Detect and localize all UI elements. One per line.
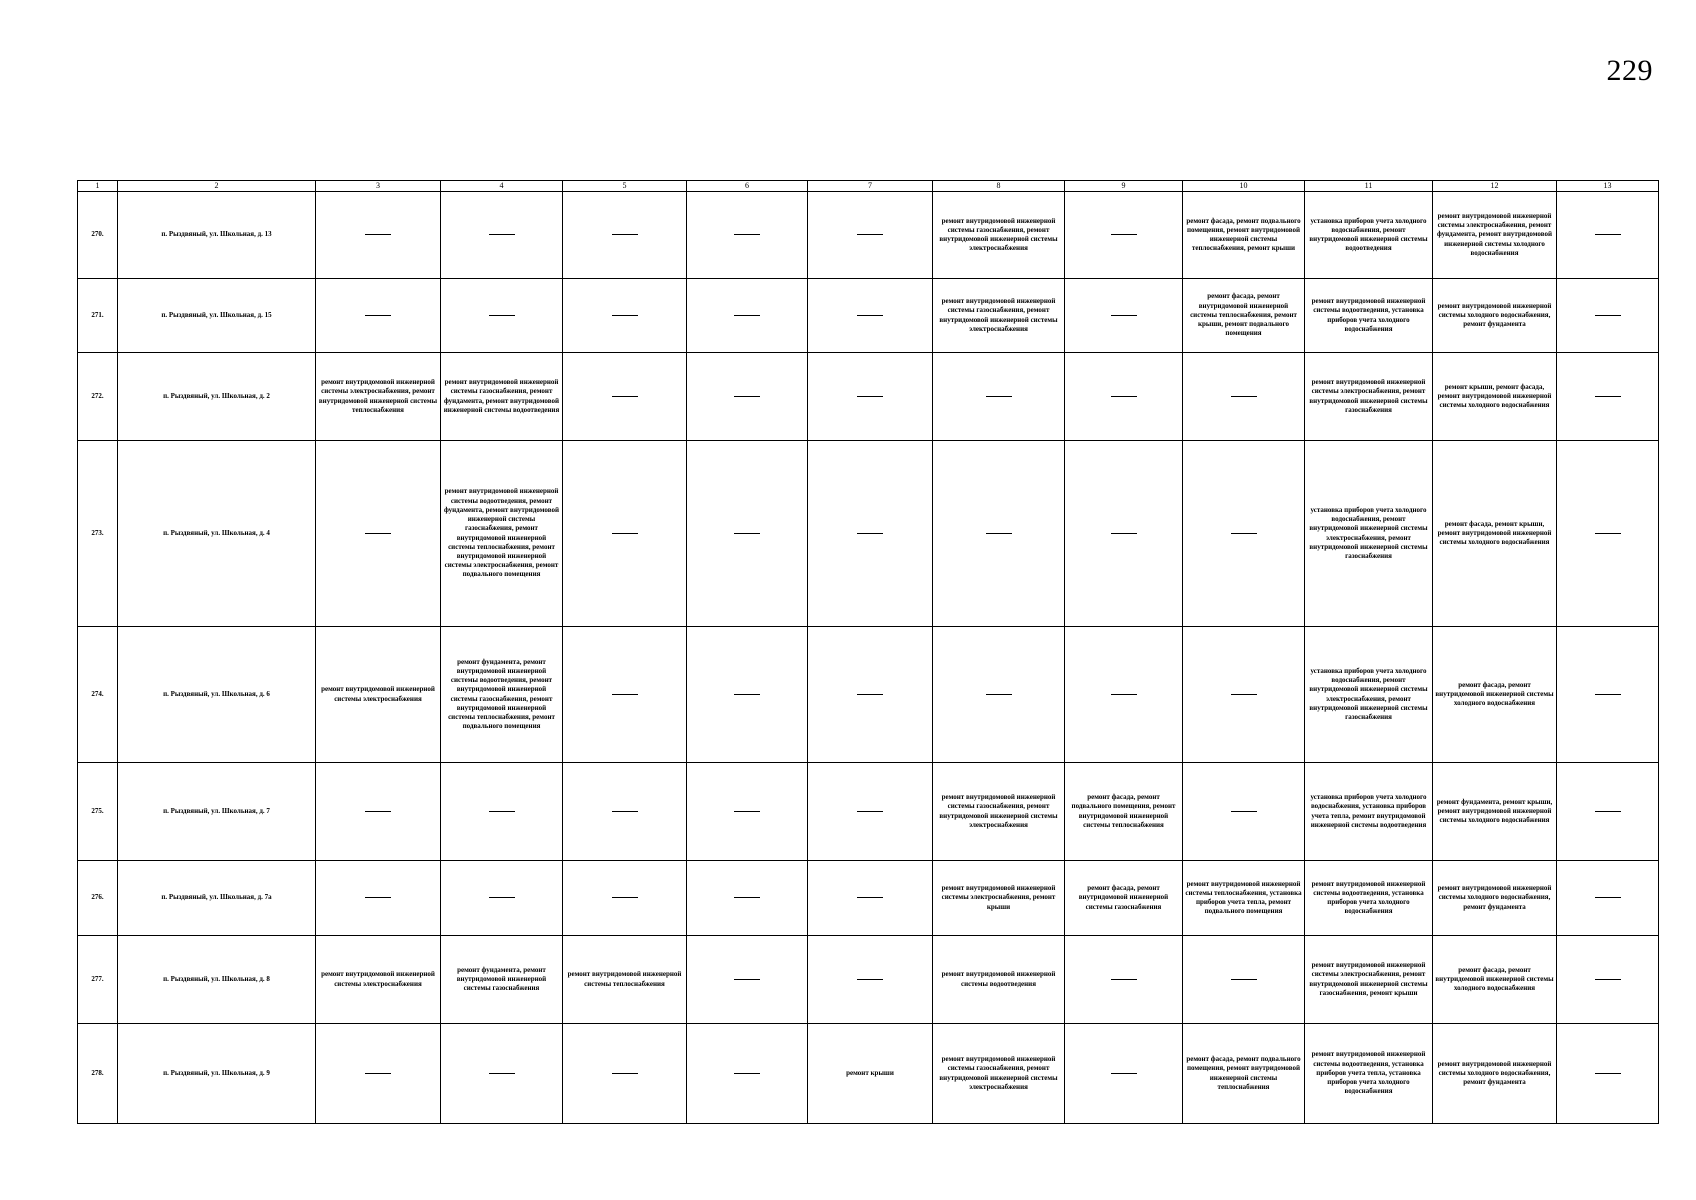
dash-mark (1231, 979, 1257, 980)
address-cell: п. Рыздвяный, ул. Школьная, д. 2 (118, 353, 316, 441)
empty-dash-cell (563, 192, 687, 279)
empty-dash-cell (563, 861, 687, 936)
empty-dash-cell (1557, 763, 1659, 861)
work-description-cell: ремонт фасада, ремонт внутридомовой инженерной системы холодного водоснабжения (1433, 936, 1557, 1024)
dash-mark (986, 533, 1012, 534)
work-description-cell: ремонт фундамента, ремонт крыши, ремонт внутридомовой инженерной системы холодного водоснабжения (1433, 763, 1557, 861)
dash-mark (1111, 1073, 1137, 1074)
dash-mark (1111, 533, 1137, 534)
empty-dash-cell (808, 441, 933, 627)
address-cell: п. Рыздвяный, ул. Школьная, д. 7 (118, 763, 316, 861)
work-description-cell: установка приборов учета холодного водоснабжения, ремонт внутридомовой инженерной системы электроснабжения, ремонт внутридомовой инженерной системы газоснабжения (1305, 627, 1433, 763)
dash-mark (1595, 694, 1621, 695)
empty-dash-cell (808, 279, 933, 353)
dash-mark (1231, 694, 1257, 695)
dash-mark (1595, 234, 1621, 235)
dash-mark (1595, 811, 1621, 812)
empty-dash-cell (316, 763, 441, 861)
work-description-cell: ремонт внутридомовой инженерной системы электроснабжения, ремонт внутридомовой инженерной системы газоснабжения, ремонт крыши (1305, 936, 1433, 1024)
address-cell: п. Рыздвяный, ул. Школьная, д. 15 (118, 279, 316, 353)
column-number-header: 4 (441, 181, 563, 192)
dash-mark (1231, 811, 1257, 812)
empty-dash-cell (563, 1024, 687, 1124)
work-description-cell: ремонт внутридомовой инженерной системы электроснабжения, ремонт крыши (933, 861, 1065, 936)
work-description-cell: установка приборов учета холодного водоснабжения, ремонт внутридомовой инженерной системы электроснабжения, ремонт внутридомовой инженерной системы газоснабжения (1305, 441, 1433, 627)
empty-dash-cell (441, 763, 563, 861)
empty-dash-cell (1065, 279, 1183, 353)
empty-dash-cell (933, 441, 1065, 627)
work-description-cell: ремонт внутридомовой инженерной системы теплоснабжения (563, 936, 687, 1024)
column-number-header: 10 (1183, 181, 1305, 192)
dash-mark (734, 234, 760, 235)
table-row (78, 441, 1659, 627)
empty-dash-cell (808, 627, 933, 763)
empty-dash-cell (1065, 192, 1183, 279)
empty-dash-cell (933, 353, 1065, 441)
column-number-header: 8 (933, 181, 1065, 192)
work-description-cell: ремонт крыши (808, 1024, 933, 1124)
dash-mark (1111, 315, 1137, 316)
table-row (78, 763, 1659, 861)
empty-dash-cell (441, 192, 563, 279)
column-number-header: 12 (1433, 181, 1557, 192)
dash-mark (612, 897, 638, 898)
row-number: 278. (78, 1024, 118, 1124)
dash-mark (857, 315, 883, 316)
work-description-cell: ремонт фасада, ремонт подвального помещения, ремонт внутридомовой инженерной системы теплоснабжения (1065, 763, 1183, 861)
empty-dash-cell (1065, 1024, 1183, 1124)
column-number-header: 9 (1065, 181, 1183, 192)
dash-mark (612, 234, 638, 235)
work-description-cell: ремонт внутридомовой инженерной системы электроснабжения (316, 627, 441, 763)
empty-dash-cell (1557, 441, 1659, 627)
empty-dash-cell (933, 627, 1065, 763)
work-description-cell: ремонт крыши, ремонт фасада, ремонт внутридомовой инженерной системы холодного водоснабжения (1433, 353, 1557, 441)
empty-dash-cell (316, 279, 441, 353)
empty-dash-cell (1557, 627, 1659, 763)
dash-mark (857, 234, 883, 235)
dash-mark (734, 533, 760, 534)
empty-dash-cell (563, 353, 687, 441)
table-row (78, 627, 1659, 763)
dash-mark (612, 811, 638, 812)
dash-mark (857, 897, 883, 898)
dash-mark (857, 694, 883, 695)
column-number-header: 11 (1305, 181, 1433, 192)
work-description-cell: ремонт внутридомовой инженерной системы газоснабжения, ремонт внутридомовой инженерной системы электроснабжения (933, 763, 1065, 861)
work-description-cell: ремонт внутридомовой инженерной системы газоснабжения, ремонт внутридомовой инженерной системы электроснабжения (933, 192, 1065, 279)
empty-dash-cell (808, 936, 933, 1024)
dash-mark (1595, 315, 1621, 316)
empty-dash-cell (1065, 353, 1183, 441)
empty-dash-cell (316, 192, 441, 279)
work-description-cell: ремонт внутридомовой инженерной системы водоотведения (933, 936, 1065, 1024)
dash-mark (1111, 694, 1137, 695)
dash-mark (365, 811, 391, 812)
dash-mark (1231, 396, 1257, 397)
work-description-cell: ремонт внутридомовой инженерной системы газоснабжения, ремонт внутридомовой инженерной системы электроснабжения (933, 1024, 1065, 1124)
dash-mark (1231, 533, 1257, 534)
row-number: 272. (78, 353, 118, 441)
column-number-header: 13 (1557, 181, 1659, 192)
address-cell: п. Рыздвяный, ул. Школьная, д. 4 (118, 441, 316, 627)
work-description-cell: ремонт внутридомовой инженерной системы электроснабжения, ремонт внутридомовой инженерной системы теплоснабжения (316, 353, 441, 441)
column-number-header: 7 (808, 181, 933, 192)
table-row (78, 192, 1659, 279)
dash-mark (489, 315, 515, 316)
column-number-header: 1 (78, 181, 118, 192)
empty-dash-cell (687, 353, 808, 441)
dash-mark (365, 315, 391, 316)
dash-mark (986, 396, 1012, 397)
work-description-cell: ремонт внутридомовой инженерной системы газоснабжения, ремонт внутридомовой инженерной системы электроснабжения (933, 279, 1065, 353)
dash-mark (857, 811, 883, 812)
work-description-cell: ремонт внутридомовой инженерной системы газоснабжения, ремонт фундамента, ремонт внутридомовой инженерной системы водоотведения (441, 353, 563, 441)
dash-mark (734, 694, 760, 695)
dash-mark (734, 315, 760, 316)
dash-mark (857, 396, 883, 397)
dash-mark (857, 533, 883, 534)
empty-dash-cell (1557, 192, 1659, 279)
work-description-cell: ремонт внутридомовой инженерной системы теплоснабжения, установка приборов учета тепла, ремонт подвального помещения (1183, 861, 1305, 936)
work-description-cell: ремонт внутридомовой инженерной системы холодного водоснабжения, ремонт фундамента (1433, 1024, 1557, 1124)
dash-mark (1595, 1073, 1621, 1074)
empty-dash-cell (1183, 627, 1305, 763)
empty-dash-cell (563, 627, 687, 763)
work-description-cell: ремонт внутридомовой инженерной системы водоотведения, ремонт фундамента, ремонт внутридомовой инженерной системы газоснабжения, ремонт внутридомовой инженерной системы теплоснабжения, ремонт внутридомовой инженерной системы электроснабжения, ремонт подвального помещения (441, 441, 563, 627)
work-description-cell: ремонт фасада, ремонт крыши, ремонт внутридомовой инженерной системы холодного водоснабжения (1433, 441, 1557, 627)
work-description-cell: ремонт внутридомовой инженерной системы водоотведения, установка приборов учета холодного водоснабжения (1305, 861, 1433, 936)
dash-mark (365, 533, 391, 534)
empty-dash-cell (1557, 861, 1659, 936)
empty-dash-cell (1183, 441, 1305, 627)
dash-mark (1111, 234, 1137, 235)
empty-dash-cell (563, 763, 687, 861)
work-description-cell: ремонт фасада, ремонт внутридомовой инженерной системы газоснабжения (1065, 861, 1183, 936)
work-description-cell: установка приборов учета холодного водоснабжения, ремонт внутридомовой инженерной системы водоотведения (1305, 192, 1433, 279)
work-description-cell: ремонт фасада, ремонт внутридомовой инженерной системы холодного водоснабжения (1433, 627, 1557, 763)
row-number: 276. (78, 861, 118, 936)
dash-mark (365, 897, 391, 898)
dash-mark (857, 979, 883, 980)
empty-dash-cell (1557, 279, 1659, 353)
work-description-cell: ремонт внутридомовой инженерной системы электроснабжения (316, 936, 441, 1024)
empty-dash-cell (316, 441, 441, 627)
row-number: 270. (78, 192, 118, 279)
row-number: 274. (78, 627, 118, 763)
work-description-cell: ремонт фундамента, ремонт внутридомовой инженерной системы водоотведения, ремонт внутридомовой инженерной системы газоснабжения, ремонт внутридомовой инженерной системы теплоснабжения, ремонт подвального помещения (441, 627, 563, 763)
empty-dash-cell (1183, 936, 1305, 1024)
empty-dash-cell (687, 1024, 808, 1124)
address-cell: п. Рыздвяный, ул. Школьная, д. 13 (118, 192, 316, 279)
empty-dash-cell (687, 192, 808, 279)
table-row (78, 1024, 1659, 1124)
dash-mark (365, 234, 391, 235)
work-description-cell: ремонт фасада, ремонт внутридомовой инженерной системы теплоснабжения, ремонт крыши, ремонт подвального помещения (1183, 279, 1305, 353)
empty-dash-cell (687, 279, 808, 353)
table-body (78, 192, 1659, 1124)
column-number-row (78, 181, 1659, 192)
empty-dash-cell (563, 441, 687, 627)
row-number: 275. (78, 763, 118, 861)
empty-dash-cell (687, 441, 808, 627)
dash-mark (1595, 979, 1621, 980)
work-description-cell: ремонт внутридомовой инженерной системы электроснабжения, ремонт внутридомовой инженерной системы газоснабжения (1305, 353, 1433, 441)
dash-mark (734, 1073, 760, 1074)
dash-mark (489, 234, 515, 235)
empty-dash-cell (1557, 1024, 1659, 1124)
empty-dash-cell (1065, 441, 1183, 627)
column-number-header: 2 (118, 181, 316, 192)
dash-mark (734, 979, 760, 980)
dash-mark (489, 897, 515, 898)
table-row (78, 279, 1659, 353)
column-number-header: 3 (316, 181, 441, 192)
work-description-cell: ремонт внутридомовой инженерной системы водоотведения, установка приборов учета тепла, установка приборов учета холодного водоснабжения (1305, 1024, 1433, 1124)
dash-mark (1595, 533, 1621, 534)
dash-mark (489, 811, 515, 812)
empty-dash-cell (1065, 936, 1183, 1024)
dash-mark (612, 315, 638, 316)
empty-dash-cell (441, 279, 563, 353)
row-number: 271. (78, 279, 118, 353)
dash-mark (612, 694, 638, 695)
row-number: 277. (78, 936, 118, 1024)
dash-mark (489, 1073, 515, 1074)
empty-dash-cell (808, 861, 933, 936)
address-cell: п. Рыздвяный, ул. Школьная, д. 7а (118, 861, 316, 936)
column-number-header: 6 (687, 181, 808, 192)
work-description-cell: ремонт внутридомовой инженерной системы водоотведения, установка приборов учета холодного водоснабжения (1305, 279, 1433, 353)
table-row (78, 936, 1659, 1024)
address-cell: п. Рыздвяный, ул. Школьная, д. 9 (118, 1024, 316, 1124)
empty-dash-cell (1557, 353, 1659, 441)
dash-mark (1111, 396, 1137, 397)
dash-mark (1595, 897, 1621, 898)
dash-mark (612, 396, 638, 397)
dash-mark (1595, 396, 1621, 397)
empty-dash-cell (441, 861, 563, 936)
empty-dash-cell (808, 353, 933, 441)
address-cell: п. Рыздвяный, ул. Школьная, д. 6 (118, 627, 316, 763)
empty-dash-cell (1557, 936, 1659, 1024)
empty-dash-cell (316, 861, 441, 936)
empty-dash-cell (441, 1024, 563, 1124)
empty-dash-cell (687, 763, 808, 861)
empty-dash-cell (687, 936, 808, 1024)
column-number-header: 5 (563, 181, 687, 192)
work-description-cell: установка приборов учета холодного водоснабжения, установка приборов учета тепла, ремонт внутридомовой инженерной системы водоотведения (1305, 763, 1433, 861)
table-row (78, 353, 1659, 441)
page-number: 229 (1606, 54, 1653, 87)
table-row (78, 861, 1659, 936)
address-cell: п. Рыздвяный, ул. Школьная, д. 8 (118, 936, 316, 1024)
work-description-cell: ремонт фундамента, ремонт внутридомовой инженерной системы газоснабжения (441, 936, 563, 1024)
empty-dash-cell (687, 861, 808, 936)
work-description-cell: ремонт фасада, ремонт подвального помещения, ремонт внутридомовой инженерной системы теплоснабжения, ремонт крыши (1183, 192, 1305, 279)
row-number: 273. (78, 441, 118, 627)
work-description-cell: ремонт внутридомовой инженерной системы холодного водоснабжения, ремонт фундамента (1433, 279, 1557, 353)
empty-dash-cell (1065, 627, 1183, 763)
work-description-cell: ремонт внутридомовой инженерной системы электроснабжения, ремонт фундамента, ремонт внутридомовой инженерной системы холодного водоснабжения (1433, 192, 1557, 279)
empty-dash-cell (808, 192, 933, 279)
empty-dash-cell (316, 1024, 441, 1124)
empty-dash-cell (808, 763, 933, 861)
dash-mark (1111, 979, 1137, 980)
dash-mark (986, 694, 1012, 695)
dash-mark (734, 396, 760, 397)
empty-dash-cell (1183, 353, 1305, 441)
dash-mark (365, 1073, 391, 1074)
dash-mark (734, 811, 760, 812)
works-table (77, 180, 1659, 1124)
empty-dash-cell (563, 279, 687, 353)
dash-mark (734, 897, 760, 898)
empty-dash-cell (687, 627, 808, 763)
dash-mark (612, 533, 638, 534)
dash-mark (612, 1073, 638, 1074)
work-description-cell: ремонт внутридомовой инженерной системы холодного водоснабжения, ремонт фундамента (1433, 861, 1557, 936)
empty-dash-cell (1183, 763, 1305, 861)
work-description-cell: ремонт фасада, ремонт подвального помещения, ремонт внутридомовой инженерной системы теплоснабжения (1183, 1024, 1305, 1124)
